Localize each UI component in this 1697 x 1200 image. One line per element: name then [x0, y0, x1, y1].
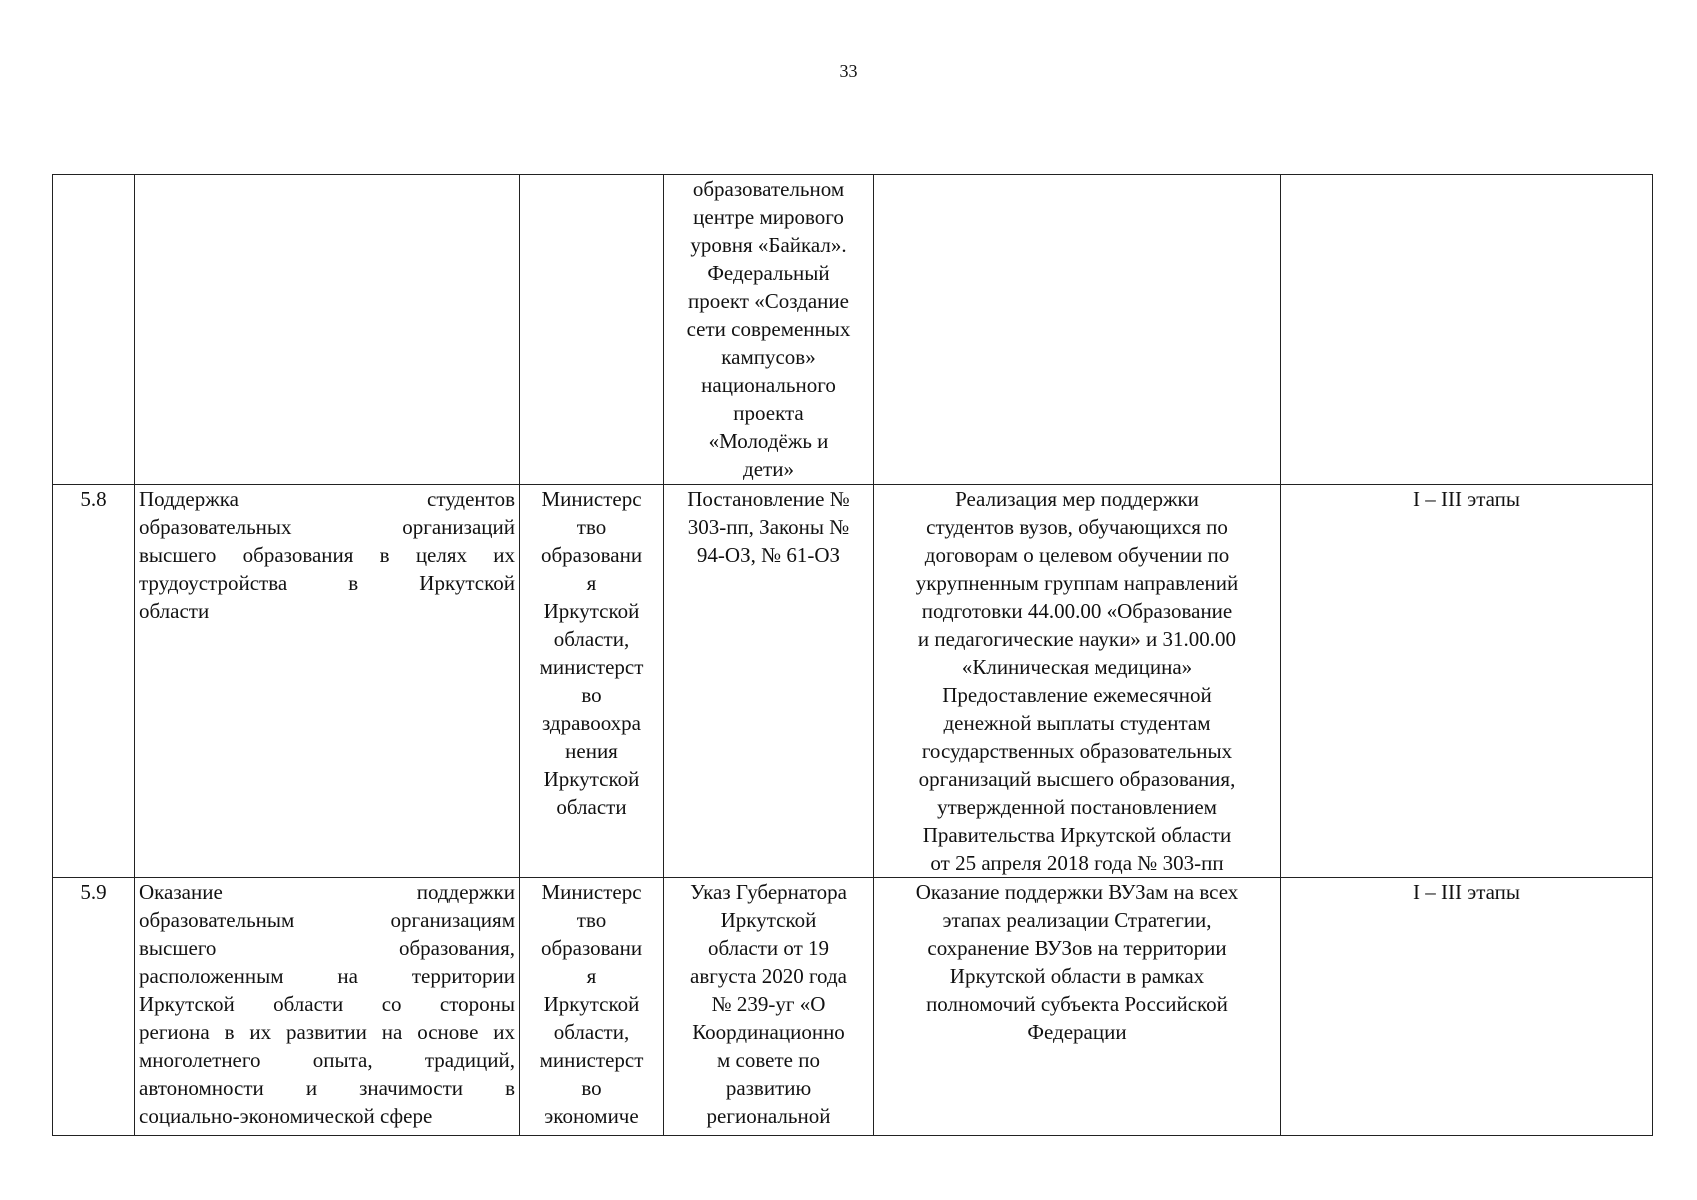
cell-line: многолетнего опыта, традиций,: [139, 1048, 515, 1072]
cell-line: м совете по: [717, 1048, 820, 1072]
cell-line: сети современных: [686, 317, 851, 341]
cell-line: 94-ОЗ, № 61-ОЗ: [696, 543, 841, 567]
cell-line: образовани: [540, 936, 643, 960]
cell-line: тво: [576, 908, 607, 932]
measures-table: [52, 174, 1653, 1136]
cell-line: № 239-уг «О: [711, 992, 826, 1016]
period-cell: I – III этапы: [1281, 485, 1653, 878]
cell-line: региона в их развитии на основе их: [139, 1020, 515, 1044]
cell-line: Иркутской: [543, 992, 640, 1016]
cell-line: Иркутской: [543, 599, 640, 623]
cell-line: от 25 апреля 2018 года № 303-пп: [930, 851, 1224, 875]
cell-line: центре мирового: [693, 205, 844, 229]
cell-line: образовани: [540, 543, 643, 567]
cell-line: кампусов»: [721, 345, 816, 369]
row-number-cell: [53, 175, 135, 485]
basis-cell: [664, 175, 874, 485]
cell-line: области: [556, 795, 627, 819]
basis-cell: [664, 485, 874, 878]
result-cell: [874, 485, 1281, 878]
period-cell: [1281, 175, 1653, 485]
cell-line: Реализация мер поддержки: [955, 487, 1199, 511]
cell-line: проект «Создание: [688, 289, 849, 313]
table-row: [53, 878, 1653, 1136]
row-number-cell: 5.9: [53, 878, 135, 1136]
cell-line: «Молодёжь и: [708, 429, 829, 453]
cell-line: области,: [553, 627, 630, 651]
table-row: [53, 175, 1653, 485]
cell-line: Правительства Иркутской области: [922, 823, 1232, 847]
cell-line: дети»: [743, 457, 794, 481]
cell-line: Иркутской: [720, 908, 817, 932]
cell-line: Постановление №: [687, 487, 850, 511]
cell-line: области,: [553, 1020, 630, 1044]
cell-line: Поддержка студентов: [139, 487, 515, 511]
executor-cell: [520, 485, 664, 878]
cell-line: Федерации: [1027, 1020, 1127, 1044]
executor-cell: [520, 878, 664, 1136]
cell-line: Координационно: [692, 1020, 845, 1044]
cell-line: национального: [701, 373, 836, 397]
cell-line: трудоустройства в Иркутской: [139, 571, 515, 595]
cell-line: утвержденной постановлением: [937, 795, 1217, 819]
cell-line: Оказание поддержки ВУЗам на всех: [915, 880, 1239, 904]
event-cell: [135, 485, 520, 878]
cell-line: укрупненным группам направлений: [915, 571, 1239, 595]
cell-line: образовательном: [692, 177, 845, 201]
cell-line: во: [581, 1076, 602, 1100]
cell-line: полномочий субъекта Российской: [926, 992, 1228, 1016]
cell-line: тво: [576, 515, 607, 539]
result-cell: [874, 878, 1281, 1136]
cell-line: автономности и значимости в: [139, 1076, 515, 1100]
page-number: 33: [839, 61, 858, 81]
cell-line: 303-пп, Законы №: [687, 515, 850, 539]
cell-line: области от 19: [707, 936, 830, 960]
cell-line: проекта: [733, 401, 804, 425]
cell-line: региональной: [706, 1104, 831, 1128]
cell-line: Министерс: [541, 487, 642, 511]
cell-line: я: [586, 571, 597, 595]
period-cell: I – III этапы: [1281, 878, 1653, 1136]
cell-line: социально-экономической сфере: [139, 1104, 433, 1128]
event-cell: [135, 878, 520, 1136]
cell-line: Оказание поддержки: [139, 880, 515, 904]
cell-line: уровня «Байкал».: [690, 233, 847, 257]
cell-line: нения: [565, 739, 618, 763]
cell-line: подготовки 44.00.00 «Образование: [921, 599, 1233, 623]
cell-line: договорам о целевом обучении по: [924, 543, 1230, 567]
cell-line: во: [581, 683, 602, 707]
cell-line: развитию: [725, 1076, 812, 1100]
cell-line: государственных образовательных: [921, 739, 1233, 763]
result-cell: [874, 175, 1281, 485]
cell-line: высшего образования,: [139, 936, 515, 960]
cell-line: Иркутской области со стороны: [139, 992, 515, 1016]
cell-line: расположенным на территории: [139, 964, 515, 988]
cell-line: высшего образования в целях их: [139, 543, 515, 567]
cell-line: министерст: [539, 655, 644, 679]
cell-line: этапах реализации Стратегии,: [942, 908, 1212, 932]
cell-line: здравоохра: [542, 711, 641, 735]
cell-line: Указ Губернатора: [690, 880, 847, 904]
cell-line: образовательным организациям: [139, 908, 515, 932]
cell-line: Министерс: [541, 880, 642, 904]
cell-line: денежной выплаты студентам: [943, 711, 1211, 735]
cell-line: Предоставление ежемесячной: [942, 683, 1212, 707]
cell-line: «Клиническая медицина»: [961, 655, 1193, 679]
cell-line: экономиче: [544, 1104, 639, 1128]
cell-line: Иркутской: [543, 767, 640, 791]
executor-cell: [520, 175, 664, 485]
cell-line: Федеральный: [707, 261, 830, 285]
cell-line: Иркутской области в рамках: [949, 964, 1205, 988]
row-number-cell: 5.8: [53, 485, 135, 878]
cell-line: образовательных организаций: [139, 515, 515, 539]
cell-line: студентов вузов, обучающихся по: [926, 515, 1228, 539]
cell-line: августа 2020 года: [690, 964, 847, 988]
cell-line: сохранение ВУЗов на территории: [927, 936, 1227, 960]
cell-line: министерст: [539, 1048, 644, 1072]
event-cell: [135, 175, 520, 485]
cell-line: и педагогические науки» и 31.00.00: [917, 627, 1237, 651]
cell-line: я: [586, 964, 597, 988]
table-row: [53, 485, 1653, 878]
cell-line: области: [139, 599, 210, 623]
cell-line: организаций высшего образования,: [918, 767, 1236, 791]
basis-cell: [664, 878, 874, 1136]
